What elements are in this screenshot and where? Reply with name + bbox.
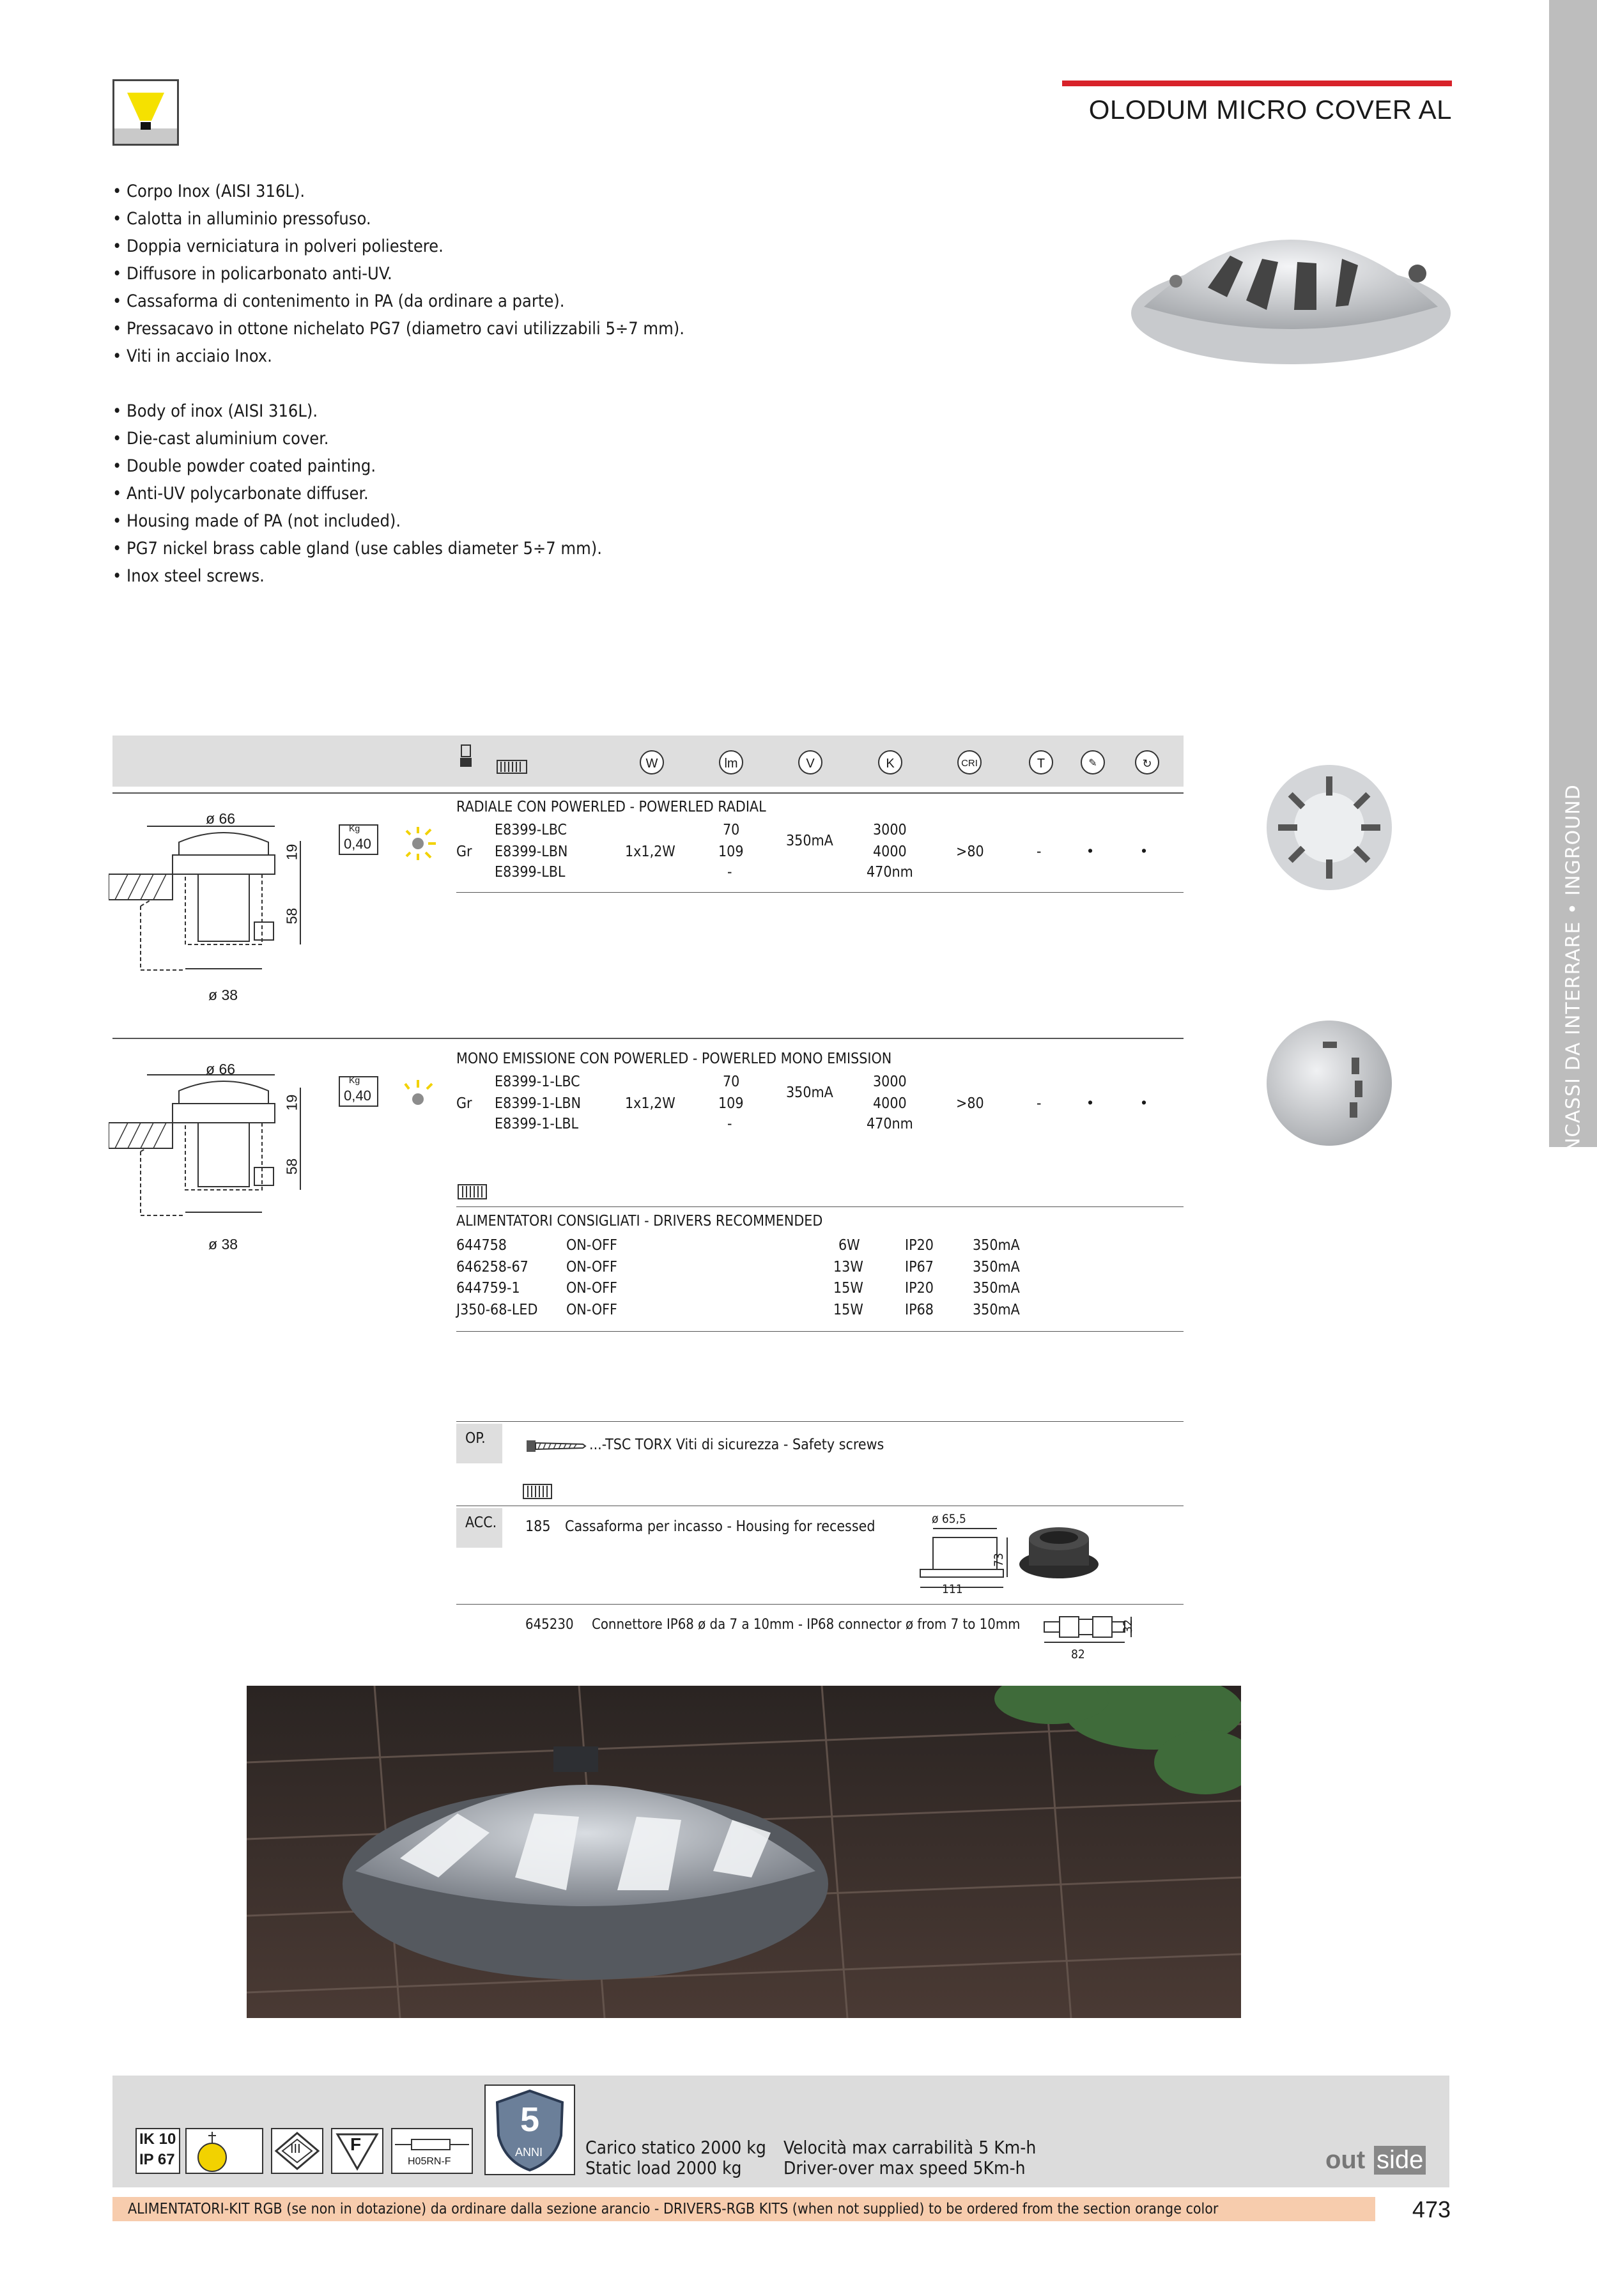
lumen: 70 [723,1074,740,1090]
feature-line: • Calotta in alluminio pressofuso. [112,209,371,229]
kelvin: 470nm [867,1116,913,1132]
watt-icon: W [640,750,664,774]
row-divider [456,1206,1184,1207]
dim-h1: 19 [283,844,300,861]
dimmable-icon: ✎ [1081,750,1105,774]
lamp-icon [114,81,177,144]
feature-line: • Inox steel screws. [112,566,265,586]
product-code: E8399-1-LBN [495,1095,582,1112]
power: 1x1,2W [625,1095,675,1112]
dim-width: 111 [942,1582,963,1596]
row-divider [456,892,1184,893]
driver-type: ON-OFF [566,1302,617,1318]
mono-emission-icon [403,1076,441,1114]
driver-type: ON-OFF [566,1259,617,1275]
feature-line: • Cassaforma di contenimento in PA (da ordinare a parte). [112,291,565,311]
current: 350mA [786,1084,833,1101]
lumen: 70 [723,822,740,838]
lumen-icon: lm [719,750,743,774]
accessory-icon [523,1484,552,1499]
driver-current: 350mA [973,1259,1020,1275]
technical-drawing-mono [109,1062,320,1241]
feature-line: • Double powder coated painting. [112,456,376,476]
warranty-badge: 5 ANNI [484,2084,575,2175]
dim-h1: 19 [283,1094,300,1111]
radial-emission-icon [403,824,441,863]
side-tab-label: INCASSI DA INTERRARE • INGROUND [1562,784,1584,1159]
feature-line: • Viti in acciaio Inox. [112,346,272,366]
driver-power: 6W [838,1237,860,1254]
drivers-title: ALIMENTATORI CONSIGLIATI - DRIVERS RECOMMENDED [456,1213,823,1229]
class-iii-icon: III [271,2128,323,2174]
kelvin: 3000 [873,1074,907,1090]
volt-icon: V [798,750,822,774]
product-code: E8399-1-LBC [495,1074,580,1090]
current: 350mA [786,833,833,849]
driver-ip: IP67 [905,1259,934,1275]
driver-power: 15W [833,1302,863,1318]
driver-power: 13W [833,1259,863,1275]
kelvin: 3000 [873,822,907,838]
dim-top: ø 66 [206,1061,236,1077]
product-code: E8399-LBL [495,864,566,881]
options-text: ...-TSC TORX Viti di sicurezza - Safety screws [589,1437,884,1453]
row-divider [456,1331,1184,1332]
temperature-icon: T [1029,750,1053,774]
brand-logo: out side [1325,2143,1428,2178]
driver-power: 15W [833,1280,863,1297]
driver-type: ON-OFF [566,1280,617,1297]
dim-height: 73 [991,1553,1006,1567]
feature-line: • Doppia verniciatura in polveri poliestere. [112,236,444,256]
lumen: - [727,1116,732,1132]
feature-line: • Diffusore in policarbonato anti-UV. [112,264,392,284]
feature-line: • PG7 nickel brass cable gland (use cables diameter 5÷7 mm). [112,539,602,559]
accessories-label: ACC. [456,1508,502,1548]
options-label: OP. [456,1424,502,1463]
kelvin: 470nm [867,864,913,881]
driver-code: 644758 [456,1237,507,1254]
screw-icon [525,1438,587,1454]
features-italian [112,178,684,370]
kelvin: 4000 [873,844,907,860]
speed-it: Velocità max carrabilità 5 Km-h [783,2137,1037,2158]
row-divider [456,1604,1184,1605]
accessory-text: Cassaforma per incasso - Housing for recessed [565,1518,876,1535]
temp-value: - [1037,1095,1042,1112]
cri-icon: CRI [957,750,982,774]
driver-icon [458,1184,487,1199]
driver-type: ON-OFF [566,1237,617,1254]
driver-code: 646258-67 [456,1259,528,1275]
dim-height: 32 [1120,1619,1135,1633]
static-load-en: Static load 2000 kg [585,2157,742,2178]
installation-photo [247,1686,1241,2021]
product-thumb-mono [1265,1019,1393,1150]
cri-value: >80 [956,844,984,860]
lumen: 109 [718,844,744,860]
feature-line: • Body of inox (AISI 316L). [112,401,318,421]
accessory-text: Connettore IP68 ø da 7 a 10mm - IP68 connector ø from 7 to 10mm [592,1617,1021,1633]
driver-ip: IP20 [905,1237,934,1254]
rotation-icon: ↻ [1135,750,1159,774]
driver-current: 350mA [973,1280,1020,1297]
dim-width: 82 [1071,1647,1085,1661]
driver-code: J350-68-LED [456,1302,538,1318]
features-english [112,397,602,590]
power: 1x1,2W [625,844,675,860]
f-mark-icon: F [331,2128,383,2174]
ik-ip-badge: IK 10 IP 67 [135,2128,180,2174]
driver-code: 644759-1 [456,1280,520,1297]
finish-brush-icon [459,743,529,778]
weight-badge: Kg 0,40 [339,1076,378,1107]
row-divider [456,1421,1184,1422]
lumen: - [727,864,732,881]
feature-line: • Corpo Inox (AISI 316L). [112,181,305,201]
product-photo-main [1125,192,1457,380]
cri-value: >80 [956,1095,984,1112]
dim-h2: 58 [283,907,300,925]
housing-photo [1017,1520,1100,1583]
feature-dot: • [1088,842,1093,859]
dim-top: ø 66 [206,810,236,827]
dim-bottom: ø 38 [208,987,238,1003]
row-divider [112,1038,1184,1039]
dim-bottom: ø 38 [208,1236,238,1252]
static-load-it: Carico statico 2000 kg [585,2137,766,2158]
accessory-code: 185 [525,1518,551,1535]
feature-line: • Anti-UV polycarbonate diffuser. [112,484,369,504]
row-divider [112,792,1184,794]
cable-badge: H05RN-F [391,2128,473,2174]
product-code: E8399-1-LBL [495,1116,579,1132]
temp-value: - [1037,844,1042,860]
finish: Gr [456,844,472,860]
feature-dot: • [1141,1094,1147,1111]
driver-current: 350mA [973,1302,1020,1318]
dim-h2: 58 [283,1158,300,1175]
page-number: 473 [1412,2196,1451,2223]
weight-badge: Kg 0,40 [339,824,378,855]
driver-current: 350mA [973,1237,1020,1254]
accessory-code: 645230 [525,1617,574,1633]
product-title: RADIALE CON POWERLED - POWERLED RADIAL [456,799,766,815]
lumen: 109 [718,1095,744,1112]
product-code: E8399-LBN [495,844,568,860]
finish: Gr [456,1095,472,1112]
driver-ip: IP68 [905,1302,934,1318]
product-thumb-radial [1265,764,1393,895]
dim-diameter: ø 65,5 [932,1512,966,1526]
light-emission-logo [112,79,179,146]
product-code: E8399-LBC [495,822,567,838]
title-accent-bar [1062,81,1452,86]
kelvin: 4000 [873,1095,907,1112]
feature-dot: • [1088,1094,1093,1111]
footer-note: ALIMENTATORI-KIT RGB (se non in dotazione) da ordinare dalla sezione arancio - DRIVERS-RGB KITS (when not supplied) to be ordered from the section orange color [128,2201,1219,2217]
speed-en: Driver-over max speed 5Km-h [783,2157,1026,2178]
driver-ip: IP20 [905,1280,934,1297]
feature-line: • Die-cast aluminium cover. [112,429,329,449]
product-title: MONO EMISSIONE CON POWERLED - POWERLED MONO EMISSION [456,1051,892,1067]
feature-line: • Pressacavo in ottone nichelato PG7 (diametro cavi utilizzabili 5÷7 mm). [112,319,684,339]
thermal-icon [185,2128,263,2174]
kelvin-icon: K [878,750,902,774]
feature-dot: • [1141,842,1147,859]
page-title: OLODUM MICRO COVER AL [1088,95,1452,125]
feature-line: • Housing made of PA (not included). [112,511,401,531]
